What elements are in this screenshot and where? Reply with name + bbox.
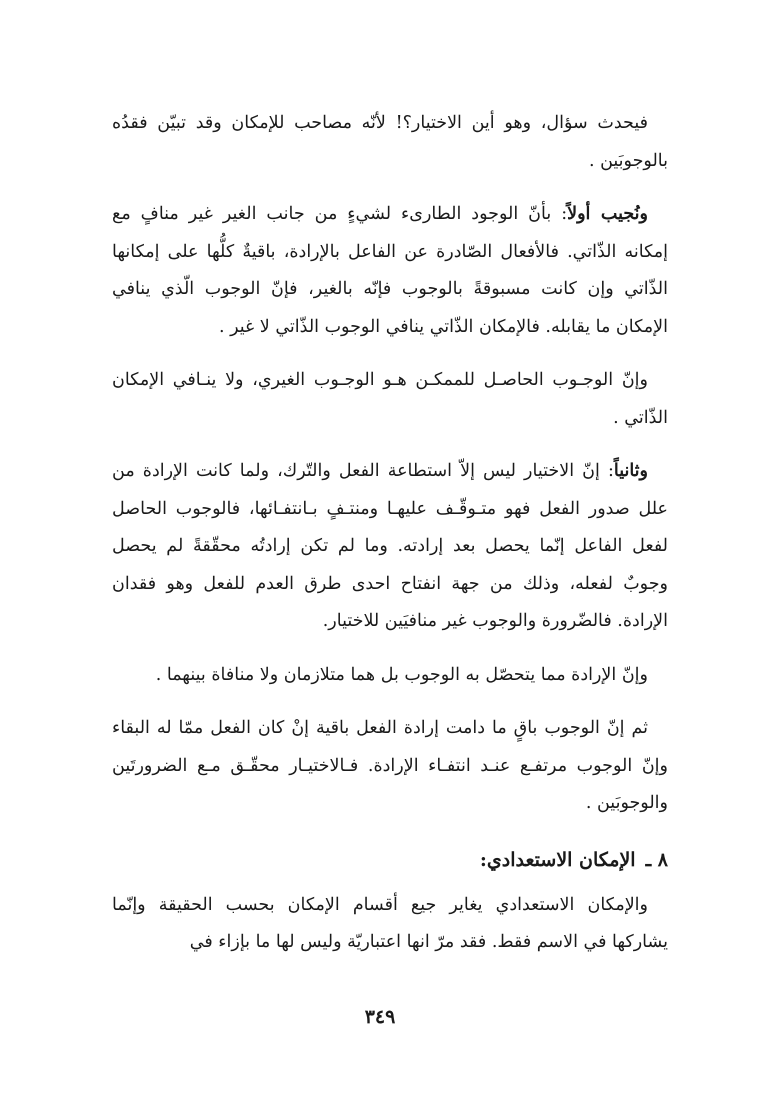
paragraph-4 (112, 453, 668, 641)
page-number: ٣٤٩ (364, 1006, 396, 1028)
section-heading (112, 843, 668, 877)
section-title: الإمكان الاستعدادي: (479, 848, 636, 871)
paragraph-2-lead: ونُجيب أولاً (567, 204, 649, 224)
section-number: ٨ ـ (645, 848, 668, 871)
final-paragraph-text: والإمكان الاستعدادي يغاير جيع أقسام الإمكان بحسب الحقيقة وإنّما يشاركها في الاسم فقط. فقد مرّ انها اعتباريّة وليس لها ما بإزاء في (112, 894, 668, 952)
paragraph-6-text: ثم إنّ الوجوب باقٍ ما دامت إرادة الفعل باقية إنْ كان الفعل ممّا له البقاء وإنّ الوجوب مرتفـع عنـد انتفـاء الإرادة. فـالاختيـار محقّـق مـع الضرورتَين والوجوبَين . (112, 718, 668, 813)
paragraph-5 (112, 657, 668, 695)
paragraph-1-text: فيحدث سؤال، وهو أين الاختيار؟! لأنّه مصاحب للإمكان وقد تبيّن فقدُه بالوجوبَين . (112, 113, 668, 171)
paragraph-2 (112, 196, 668, 346)
paragraph-2-text: : بأنّ الوجود الطارىء لشيءٍ من جانب الغير غير منافٍ مع إمكانه الذّاتي. فالأفعال الصّادرة عن الفاعل بالإرادة، باقيةٌ كلُّها على إمكانها الذّاتي وإن كانت مسبوقةً بالوجوب فإنّه بالغير، فإنّ الوجوب الّذي ينافي الإمكان ما يقابله. فالإمكان الذّاتي ينافي الوجوب الذّاتي لا غير . (112, 204, 668, 337)
paragraph-1 (112, 105, 668, 180)
paragraph-4-lead: وثانياً (613, 461, 648, 481)
final-paragraph (112, 887, 668, 962)
paragraph-5-text: وإنّ الإرادة مما يتحصّل به الوجوب بل هما متلازمان ولا منافاة بينهما . (155, 664, 648, 685)
paragraph-3-text: وإنّ الوجـوب الحاصـل للممكـن هـو الوجـوب الغيري، ولا ينـافي الإمكان الذّاتي . (112, 370, 668, 428)
paragraph-4-text: : إنّ الاختيار ليس إلاّ استطاعة الفعل والتّرك، ولما كانت الإرادة من علل صدور الفعل فهو متـوقّـف عليهـا ومنتـفٍ بـانتفـائها، فالوجوب الحاصل لفعل الفاعل إنّما يحصل بعد إرادته. وما لم تكن إرادتُه محقّقةً لم يحصل وجوبٌ لفعله، وذلك من جهة انفتاح احدى طرق العدم للفعل وهو فقدان الإرادة. فالضّرورة والوجوب غير منافيَين للاختيار. (112, 461, 668, 631)
paragraph-6 (112, 710, 668, 823)
page-body (112, 105, 668, 1045)
paragraph-3 (112, 362, 668, 437)
